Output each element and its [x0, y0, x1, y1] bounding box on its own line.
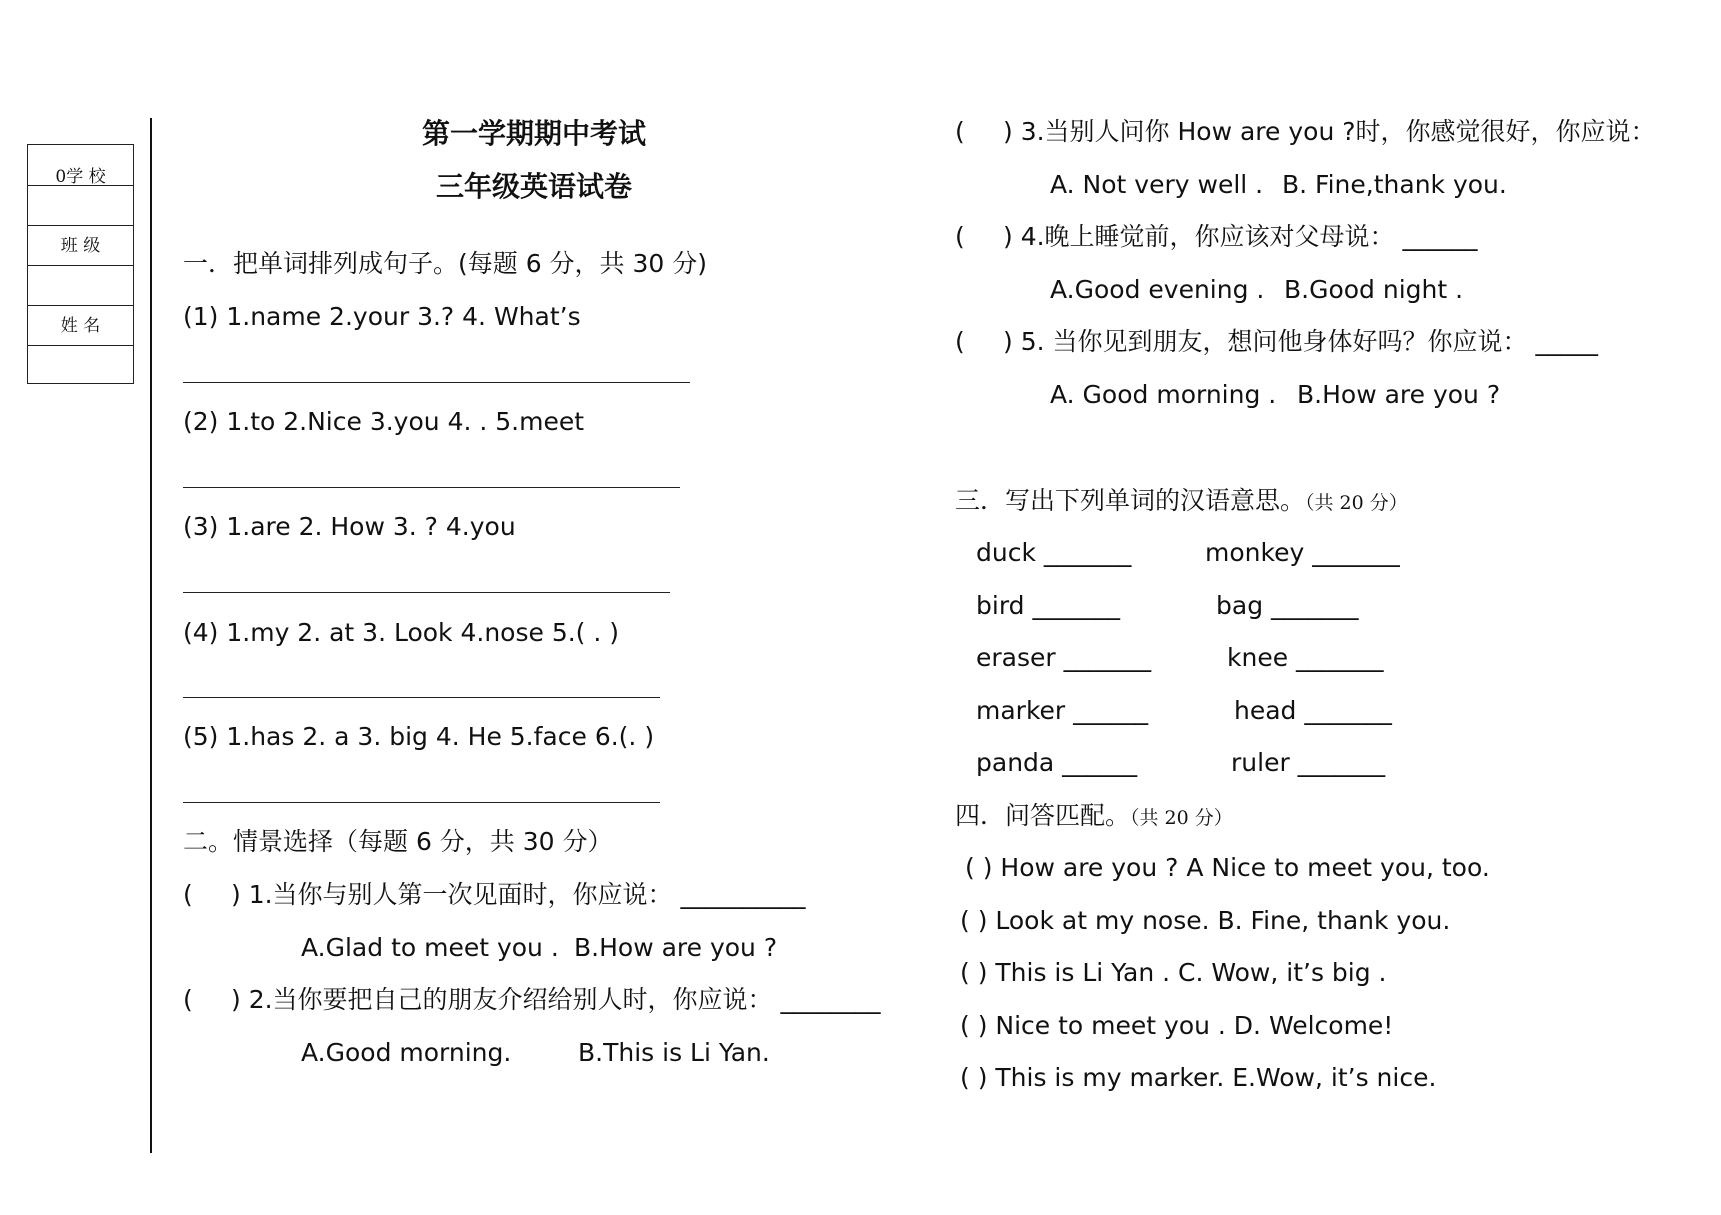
match-item-1: ( ) How are you ? A Nice to meet you, too. — [965, 853, 1490, 882]
vocab-right-3: knee _______ — [1227, 643, 1384, 672]
vocab-left-3: eraser _______ — [976, 643, 1152, 672]
match-item-5: ( ) This is my marker. E.Wow, it’s nice. — [960, 1063, 1437, 1092]
school-field[interactable] — [28, 185, 133, 225]
question-text: ) 3.当别人问你 How are you ?时，你感觉很好，你应说： — [1003, 117, 1656, 146]
question-text: ) 2.当你要把自己的朋友介绍给别人时，你应说： ________ — [231, 985, 881, 1014]
section4-heading — [955, 801, 1233, 833]
class-field[interactable] — [28, 265, 133, 305]
vocab-left-1: duck _______ — [976, 538, 1132, 567]
answer-paren[interactable]: ( — [183, 880, 193, 909]
school-label: 0学 校 — [55, 167, 106, 187]
choice-5-option-b: B.How are you ? — [1297, 380, 1501, 409]
answer-paren[interactable]: ( — [955, 117, 965, 146]
question-text: ) 4.晚上睡觉前，你应该对父母说： ______ — [1003, 222, 1478, 251]
choice-question-5 — [955, 327, 1598, 357]
answer-line-4[interactable] — [183, 697, 660, 698]
choice-2-option-b: B.This is Li Yan. — [578, 1038, 770, 1067]
choice-1-option-b: B.How are you ? — [574, 933, 778, 962]
match-item-3: ( ) This is Li Yan . C. Wow, it’s big . — [960, 958, 1387, 987]
choice-question-1 — [183, 880, 806, 910]
vocab-left-2: bird _______ — [976, 591, 1120, 620]
choice-4-option-b: B.Good night . — [1284, 275, 1464, 304]
school-label-cell — [28, 145, 133, 185]
answer-line-1[interactable] — [183, 382, 690, 383]
vocab-right-5: ruler _______ — [1231, 748, 1386, 777]
choice-3-option-a: A. Not very well . — [1050, 170, 1264, 199]
vocab-left-5: panda ______ — [976, 748, 1138, 777]
question-text: ) 5. 当你见到朋友，想问他身体好吗？你应说： _____ — [1003, 327, 1598, 356]
answer-line-3[interactable] — [183, 592, 670, 593]
answer-line-2[interactable] — [183, 487, 680, 488]
vocab-right-4: head _______ — [1234, 696, 1392, 725]
vocab-left-4: marker ______ — [976, 696, 1149, 725]
name-field[interactable] — [28, 345, 133, 383]
exam-subtitle: 三年级英语试卷 — [436, 170, 633, 203]
section4-points: （共 20 分） — [1130, 807, 1233, 829]
name-label-cell — [28, 305, 133, 345]
vocab-right-2: bag _______ — [1216, 591, 1359, 620]
answer-paren[interactable]: ( — [955, 222, 965, 251]
reorder-item-4: (4) 1.my 2. at 3. Look 4.nose 5.( . ) — [183, 618, 620, 647]
exam-title: 第一学期期中考试 — [422, 117, 647, 150]
answer-paren[interactable]: ( — [955, 327, 965, 356]
name-label: 姓 名 — [60, 316, 101, 336]
vocab-right-1: monkey _______ — [1205, 538, 1400, 567]
answer-paren[interactable]: ( — [183, 985, 193, 1014]
class-label: 班 级 — [60, 236, 101, 256]
choice-3-option-b: B. Fine,thank you. — [1282, 170, 1507, 199]
choice-question-2 — [183, 985, 881, 1015]
match-item-4: ( ) Nice to meet you . D. Welcome! — [960, 1011, 1394, 1040]
reorder-item-1: (1) 1.name 2.your 3.? 4. What’s — [183, 302, 581, 331]
question-text: ) 1.当你与别人第一次见面时，你应说： __________ — [231, 880, 806, 909]
choice-5-option-a: A. Good morning . — [1050, 380, 1277, 409]
section3-points: （共 20 分） — [1305, 492, 1408, 514]
student-info-box — [27, 144, 134, 384]
section3-title: 三．写出下列单词的汉语意思。 — [955, 486, 1306, 515]
reorder-item-2: (2) 1.to 2.Nice 3.you 4. . 5.meet — [183, 407, 585, 436]
choice-1-option-a: A.Glad to meet you . — [301, 933, 559, 962]
choice-4-option-a: A.Good evening . — [1050, 275, 1265, 304]
answer-line-5[interactable] — [183, 802, 660, 803]
reorder-item-5: (5) 1.has 2. a 3. big 4. He 5.face 6.(. ) — [183, 722, 655, 751]
section4-title: 四．问答匹配。 — [955, 801, 1131, 830]
class-label-cell — [28, 225, 133, 265]
choice-question-4 — [955, 222, 1478, 252]
section1-heading: 一．把单词排列成句子。(每题 6 分，共 30 分) — [183, 249, 708, 278]
binding-line — [150, 118, 152, 1153]
choice-question-3 — [955, 117, 1656, 147]
reorder-item-3: (3) 1.are 2. How 3. ? 4.you — [183, 512, 516, 541]
section3-heading — [955, 486, 1408, 518]
section2-heading: 二。情景选择（每题 6 分，共 30 分） — [183, 827, 613, 856]
match-item-2: ( ) Look at my nose. B. Fine, thank you. — [960, 906, 1451, 935]
choice-2-option-a: A.Good morning. — [301, 1038, 512, 1067]
